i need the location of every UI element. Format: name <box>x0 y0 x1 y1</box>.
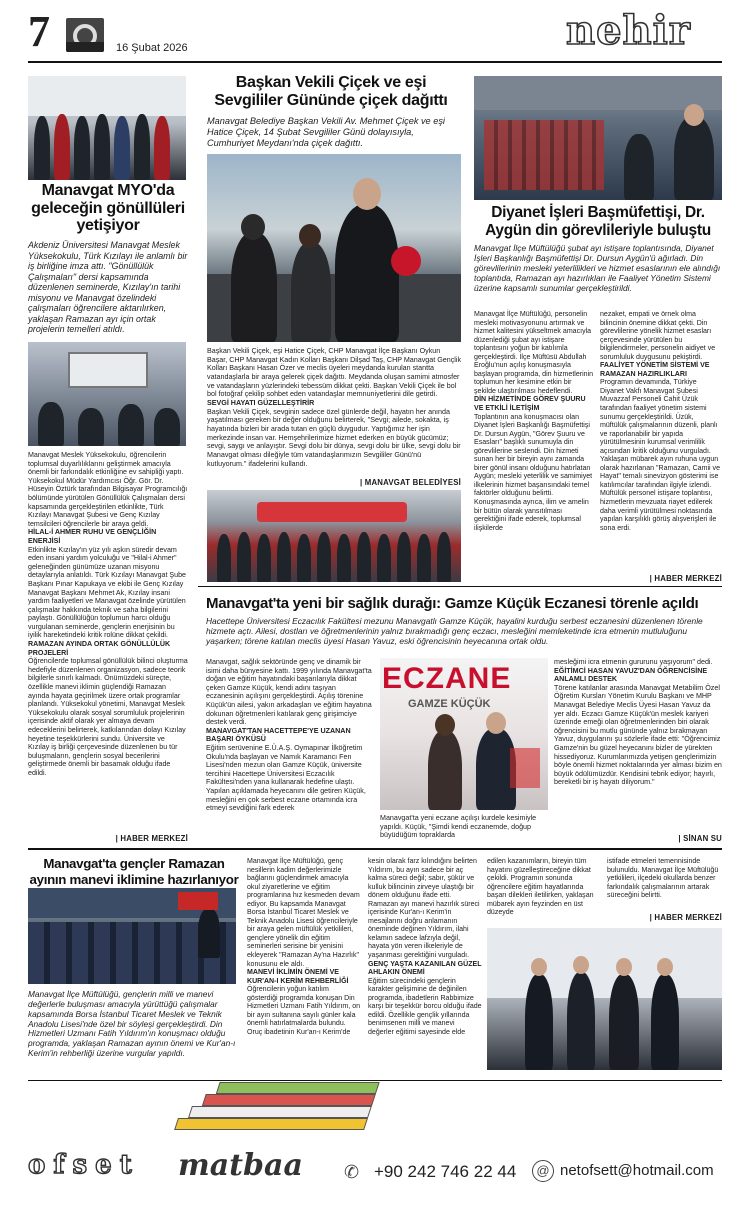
diyanet-subhead-1: DİN HİZMETİNDE GÖREV ŞUURU VE ETKİLİ İLETİŞİM <box>474 396 586 413</box>
eczane-col1 <box>206 658 372 813</box>
diyanet-col2 <box>600 311 722 533</box>
cicek-body-p1: Başkan Vekili Çiçek, eşi Hatice Çiçek, CHP Manavgat İlçe Başkanı Oykun Başar, CHP Manavgat Kadın Kolları Başkanı Dilşad Taş, CHP Manavgat Gençlik Kolları Başkanı Hasan Özer ve meclis üyeleri meydanda kurulan stantta vatandaşlarla bir araya gelerek çiçek dağıttı. Meydanda oluşan samimi atmosfer ve vatandaşların yüzlerindeki tebessüm dikkat çekti. Başkan Vekili Çiçek ile bol bol fotoğraf çekilip sohbet eden vatandaşlar memnuniyetlerini dile getirdi. <box>207 347 462 399</box>
ramazan-col2 <box>368 858 482 1037</box>
ramazan-headline: Manavgat'ta gençler Ramazan ayının manevi iklimine hazırlanıyor <box>29 856 239 887</box>
ramazan-col4-p1: istifade etmeleri temennisinde bulunuldu. Manavgat İlçe Müftülüğü yetkilileri, ilçedeki okullarda benzer farkındalık çalışmalarının artarak süreceğini belirtti. <box>607 858 719 900</box>
cicek-photo <box>207 154 461 342</box>
diyanet-photo <box>474 76 722 200</box>
diyanet-col1-p1: Manavgat İlçe Müftülüğü, personelin mesleki motivasyonunu artırmak ve hizmet kalitesini yükseltmek amacıyla düzenlediği şubat ayı istişare toplantısını yoğun bir katılımla gerçekleştirdi. İlçe Müftüsü Abdullah Eroğlu'nun açılış konuşmasıyla başlayan programda, din hizmetlerinin toplumun her kesimine etkin bir şekilde ulaştırılması hedeflendi. <box>474 311 594 395</box>
diyanet-lede: Manavgat İlçe Müftülüğü şubat ayı istişare toplantısında, Diyanet İşleri Başkanlığı Başmüfettişi Dr. Dursun Aygün'ü ağırladı. Din görevlilerinin mesleki yeterlilikleri ve hizmet esaslarının ele alındığı toplantıda, Ramazan ayı hazırlıkları ile Faaliyet Yönetim Sistemi üzerine kapsamlı sunumlar gerçekleştirildi. <box>474 243 721 293</box>
ramazan-signature: | HABER MERKEZİ <box>649 913 722 922</box>
diyanet-headline: Diyanet İşleri Başmüfettişi, Dr. Aygün din görevlileriyle buluştu <box>485 204 711 239</box>
ad-email: netofsett@hotmail.com <box>560 1162 714 1179</box>
ramazan-subhead-2: GENÇ YAŞTA KAZANILAN GÜZEL AHLAKIN ÖNEMİ <box>368 960 482 977</box>
cicek-group-photo <box>207 490 461 582</box>
ramazan-col3 <box>487 858 599 918</box>
ramazan-photo <box>28 888 236 984</box>
myo-body-p3: Öğrencilerde toplumsal gönüllülük bilinci oluşturma hedefiyle düzenlenen organizasyon, sadece teorik bilgilerle sınırlı kalmadı. Önümüzdeki süreçte, özellikle manevi iklimin güçlendiği Ramazan ayında hayata geçirilmek üzere ortak programlar planlandı. Yüksekokul yönetimi, Manavgat Meslek Yüksekokulu olarak sosyal sorumluluk projelerinin içerisinde aktif olarak yer almaya devam edeceklerini belirterek, katkılarından dolayı Kızılay heyetine teşekkürlerini sundu. Üniversite ve Kızılay iş birliği çerçevesinde düzenlenen bu tür buluşmaların, gençlerin sosyal becerilerini geliştirmede önemli bir basamak olduğu ifade edildi. <box>28 657 188 777</box>
diyanet-col2-p2: Programın devamında, Türkiye Diyanet Vakfı Manavgat Şubesi Muvazzaf Personeli Cahit Üzük tarafından faaliyet yönetim sistemi sunumu gerçekleştirildi. Üzük, müftülük çalışmalarının düzenli, planlı ve raporlanabilir bir yapıda yürütülmesinin kurumsal verimlilik açısından kritik olduğunu vurguladı. Yaklaşan mübarek ayın ruhuna uygun olarak hazırlanan "Ramazan, Camii ve Hayat" temalı sinevizyon gösterimi ise katılımcılar tarafından ilgiyle izlendi. Müftülük personel istişare toplantısı, hizmetlerin mevzuata riayet edilerek daha verimli yürütülmesi noktasında yapılan karşılıklı görüş alışverişleri ile sona erdi. <box>600 379 721 532</box>
ramazan-col2-p2: Eğitim sürecindeki gençlerin karakter gelişimine de değinilen programda, ibadetlerin Rabbimize karşı bir teşekkür borcu olduğu ifade edildi. Özellikle gençlik yıllarında benimsenen milli ve manevi değerler eğitimi sayesinde elde <box>368 977 482 1036</box>
myo-signature: | HABER MERKEZİ <box>115 834 188 843</box>
email-icon: @ <box>532 1160 554 1182</box>
cicek-signature: | MANAVGAT BELEDİYESİ <box>360 478 461 487</box>
myo-classroom-photo <box>28 342 186 446</box>
issue-date: 16 Şubat 2026 <box>116 42 188 54</box>
eczane-sign: ECZANE <box>382 662 512 695</box>
eczane-col1-p2: Eğitim serüvenine E.Ü.A.Ş. Oymapınar İlköğretim Okulu'nda başlayan ve Namık Karamancı Fen Lisesi'nden mezun olan Gamze Küçük, üniversite tercihini Hacettepe Üniversitesi Eczacılık Fakültesi'nden yana kullanarak hedefine ulaştı. Yapılan açıklamada heyecanını dile getiren Küçük, mesleğini en çok serbest eczane ortamında icra etmeyi sevdiğini fark ederek <box>206 743 366 813</box>
page-number: 7 <box>28 7 50 56</box>
myo-body-p2: Etkinlikte Kızılay'ın yüz yılı aşkın süredir devam eden insani yardım yolculuğu ve "Hilal-i Ahmer" geleneğinden günümüze uzanan misyonu detaylarıyla anlatıldı. Türk Kızılayı Manavgat Şube Başkanı Pınar Kapukaya ve ekibi ile Genç Kızılay Manavgat Başkanı Mehmet Ak, Kızılay insani yardım faaliyetleri ve Manavgat özelinde yürütülen çalışmalar hakkında teknik ve saha bilgilerini paylaştı. Gönüllülüğün toplumun harcı olduğu vurgulanan seminerde, gençlerin enerjisinin bu iyilik hareketindeki kritik rolüne dikkat çekildi. <box>28 545 186 640</box>
ramazan-lede: Manavgat İlçe Müftülüğü, gençlerin milli ve manevi değerlerle buluşması amacıyla yürüttüğü çalışmalar kapsamında Borsa İstanbul Ticaret Meslek ve Teknik Anadolu Lisesi'nde özel bir söyleşi gerçekleştirdi. Din Hizmetleri Uzmanı Fatih Yıldırım'ın konuşmacı olduğu programda, yaklaşan Ramazan ayının önemi ve Kur'an-ı Kerim'in rehberliği üzerine vurgular yapıldı. <box>28 989 236 1059</box>
masthead-logo-box <box>66 18 104 52</box>
cicek-headline: Başkan Vekili Çiçek ve eşi Sevgililer Gününde çiçek dağıttı <box>214 74 448 109</box>
myo-photo <box>28 76 186 180</box>
ramazan-col1 <box>247 858 361 1037</box>
eczane-photo <box>380 658 548 810</box>
ramazan-group-photo <box>487 928 722 1070</box>
paper-name: nehir <box>566 7 691 54</box>
ad-phone: +90 242 746 22 44 <box>374 1162 517 1181</box>
eczane-headline: Manavgat'ta yeni bir sağlık durağı: Gamze Küçük Eczanesi törenle açıldı <box>206 595 699 612</box>
eczane-col1-p1: Manavgat, sağlık sektöründe genç ve dinamik bir isimi daha bünyesine kattı. 1999 yılında Manavgat'ta doğan ve eğitim hayatındaki başarılarıyla dikkat çeken Gamze Küçük, kendi adını taşıyan eczanesinin açılışını gerçekleştirdi. Açılış törenine Küçük'ün ailesi, yakın arkadaşları ve eğitim hayatına dokunan öğretmenleri katılarak genç girişimciye destek verdi. <box>206 658 372 727</box>
ad-brand-matbaa: matbaa <box>178 1148 303 1183</box>
ramazan-col1-p1: Manavgat İlçe Müftülüğü, genç nesillerin kadim değerlerimizle bağlarını güçlendirmek amacıyla okul ziyaretlerine ve eğitim programlarına hız kesmeden devam ediyor. Bu kapsamda Manavgat Borsa İstanbul Ticaret Meslek ve Teknik Anadolu Lisesi öğrencileriyle bir araya gelen müftülük yetkilileri, gençlere yönelik din eğitim seminerleri serisine bir yenisini ekleyerek "Ramazan Ay'na Hazırlık" konusunu ele aldı. <box>247 858 360 968</box>
ad-brand-ofset: ofset <box>28 1150 140 1180</box>
myo-body-p1: Manavgat Meslek Yüksekokulu, öğrencilerin toplumsal duyarlılıklarını geliştirmek amacıyla önemli bir farkındalık etkinliğine ev sahipliği yaptı. Yüksekokul Müdür Yardımcısı Öğr. Gör. Dr. Hüseyin Öztürk tarafından Bilgisayar Programcılığı bölümünde yürütülen Gönüllülük Çalışmaları dersi kapsamında gerçekleştirilen etkinlikte, Türk Kızılayı Manavgat Şubesi ve Genç Kızılay temsilcileri öğrencilerle bir araya geldi. <box>28 451 188 528</box>
myo-subhead-2: RAMAZAN AYINDA ORTAK GÖNÜLLÜLÜK PROJELERİ <box>28 640 171 657</box>
ramazan-subhead-1: MANEVİ İKLİMİN ÖNEMİ VE KUR'AN-I KERİM REHBERLİĞİ <box>247 969 349 985</box>
masthead <box>0 0 750 64</box>
ramazan-col3-p1: edilen kazanımların, bireyin tüm hayatını güzelleştireceğine dikkat çekildi. Programın sonunda öğrencilere eğitim hayatlarında başarı dilekleri iletilirken, yaklaşan mübarek ayın feyzinden en üst düzeyde <box>487 858 594 917</box>
eczane-subhead-2: EĞİTİMCİ HASAN YAVUZ'DAN ÖĞRENCİSİNE ANLAMLI DESTEK <box>554 666 708 684</box>
diyanet-col1-p2: Toplantının ana konuşmacısı olan Diyanet İşleri Başkanlığı Başmüfettişi Dr. Dursun Aygün, "Görev Şuuru ve Esasları" başlıklı sunumuyla din görevlilerine seslendi. Din hizmeti sunan her bir bireyin aynı zamanda birer gönül insanı olduğunu hatırlatan Aygün; mesleki yeterlilik ve samimiyet ilkelerinin hizmet başarısındaki temel faktörler olduğunu belirtti. Konuşmasında ayrıca, ilim ve amelin bir bütün olarak yansıtılması gerektiğini ifade ederek, toplumsal ilişkilerde <box>474 413 593 532</box>
cicek-subhead: SEVGİ HAYATI GÜZELLEŞTİRİR <box>207 398 315 407</box>
eczane-caption: Manavgat'ta yeni eczane açılışı kurdele kesimiyle yapıldı. Küçük, "Şimdi kendi eczanemde, doğup büyüdüğüm topraklarda <box>380 814 537 840</box>
eczane-col3 <box>554 658 722 787</box>
myo-headline: Manavgat MYO'da geleceğin gönüllüleri yetişiyor <box>31 182 185 234</box>
ramazan-col2-p1: kesin olarak farz kılındığını belirten Yıldırım, bu ayın sadece bir aç kalma süreci değil; sabır, şükür ve kulluk bilincinin zirveye ulaştığı bir dönem olduğunu ifade etti. Ramazan ayı manevi hazırlık süreci içerisinde Kur'an-ı Kerim'in mesajlarını doğru anlamanın öneminde değinen Yıldırım, ilahi kelamın sadece lafzıyla değil, hayata yön veren ilkeleriyle de yaşanması gerektiğini vurguladı. <box>368 858 480 960</box>
eczane-col3-p1: mesleğimi icra etmenin gururunu yaşıyorum" dedi. <box>554 658 713 666</box>
phone-icon: ✆ <box>344 1162 360 1182</box>
myo-subhead-1: HİLAL-İ AHMER RUHU VE GENÇLİĞİN ENERJİSİ <box>28 528 157 545</box>
eczane-col3-p2: Törene katılanlar arasında Manavgat Metabilim Özel Öğretim Kursları Yönetim Kurulu Başkanı ve MHP Manavgat Belediye Meclis Üyesi Hasan Yavuz da yer aldı. Eczacı Gamze Küçük'ün meslek kariyeri üzerinde emeği olan öğretmenlerinden biri olarak öğrencisini bu mutlu gününde yalnız bırakmayan Yavuz, duygularını şu sözlerle ifade etti: "Öğrencimiz Gamze'nin bu güzel heyecanını bizler de yürekten hissediyoruz. Kurumlarımızda yetişen gençlerimizin böyle önemli hizmet noktalarında yer alması bizim en büyük ödülümüzdür. Kendisini tebrik ediyor; hayırlı, bereketli bir iş hayatı diliyorum." <box>554 683 722 787</box>
cicek-lede: Manavgat Belediye Başkan Vekili Av. Mehmet Çiçek ve eşi Hatice Çiçek, 14 Şubat Sevgililer Günü dolayısıyla, Cumhuriyet Meydanı'nda çiçek dağıttı. <box>207 116 445 148</box>
diyanet-subhead-2: FAALİYET YÖNETİM SİSTEMİ VE RAMAZAN HAZIRLIKLARI <box>600 362 710 378</box>
myo-body <box>28 451 188 778</box>
eczane-signature: | SİNAN SU <box>678 834 722 843</box>
print-ad <box>28 1084 722 1202</box>
eczane-lede: Hacettepe Üniversitesi Eczacılık Fakültesi mezunu Manavgatlı Gamze Küçük, hayalini kurduğu serbest eczanesini düzenlenen törenle hizmete açtı. Ailesi, dostları ve öğretmenlerinin yalnız bırakmadığı genç eczacı, mesleğini memleketinde icra etmenin mutluluğunu yaşarken; törene katılan meclis üyesi Hasan Yavuz, eski öğrencisinin heyecanına ortak oldu. <box>206 616 703 646</box>
eczane-subhead-1: MANAVGAT'TAN HACETTEPE'YE UZANAN BAŞARI ÖYKÜSÜ <box>206 726 351 744</box>
diyanet-signature: | HABER MERKEZİ <box>649 574 722 583</box>
eczane-subsign: GAMZE KÜÇÜK <box>408 698 491 710</box>
cicek-body-p2: Başkan Vekili Çiçek, sevginin sadece özel günlerde değil, hayatın her anında yaşatılması gereken bir değer olduğunu belirterek, "Sevgi; ailede, sokakta, iş hayatında bizleri bir arada tutan en güçlü duygudur. Yaptığımız her işin merkezinde insan var. Hemşehrilerimize hizmet ederken en büyük gücümüz; sevgi, saygı ve anlayıştır. Sevgi dolu bir dünya, sevgi dolu bir ülke, sevgi dolu bir Manavgat olması dileğiyle tüm vatandaşlarımızın Sevgililer Günü'nü kutluyorum." ifadelerini kullandı. <box>207 407 461 468</box>
cicek-body <box>207 347 461 468</box>
paper-stack-graphic <box>168 1088 387 1148</box>
diyanet-col1 <box>474 311 594 533</box>
diyanet-col2-p1: nezaket, empati ve örnek olma bilincinin önemine dikkat çekti. Din görevlilerine yönelik hizmet esasları çerçevesinde yürütülen bu bilgilendirmeler, personelin aidiyet ve sorumluluk duygusunu pekiştirdi. <box>600 311 716 361</box>
ramazan-col1-p2: Öğrencilerin yoğun katılım gösterdiği programda konuşan Din Hizmetleri Uzmanı Fatih Yıldırım, on bir ayın sultanına sayılı günler kala önemli hatırlatmalarda bulundu. Oruç ibadetinin Kur'an-ı Kerim'de <box>247 986 361 1036</box>
myo-lede: Akdeniz Üniversitesi Manavgat Meslek Yüksekokulu, Türk Kızılayı ile anlamlı bir iş birliğine imza attı. "Gönüllülük Çalışmaları" dersi kapsamında düzenlenen seminerde, Kızılay'ın tarihi misyonu ve Manavgat özelindeki çalışmaları öğrencilere aktarılırken, yaklaşan Ramazan ayı için ortak projelerin temelleri atıldı. <box>28 240 188 334</box>
ramazan-col4 <box>607 858 722 901</box>
